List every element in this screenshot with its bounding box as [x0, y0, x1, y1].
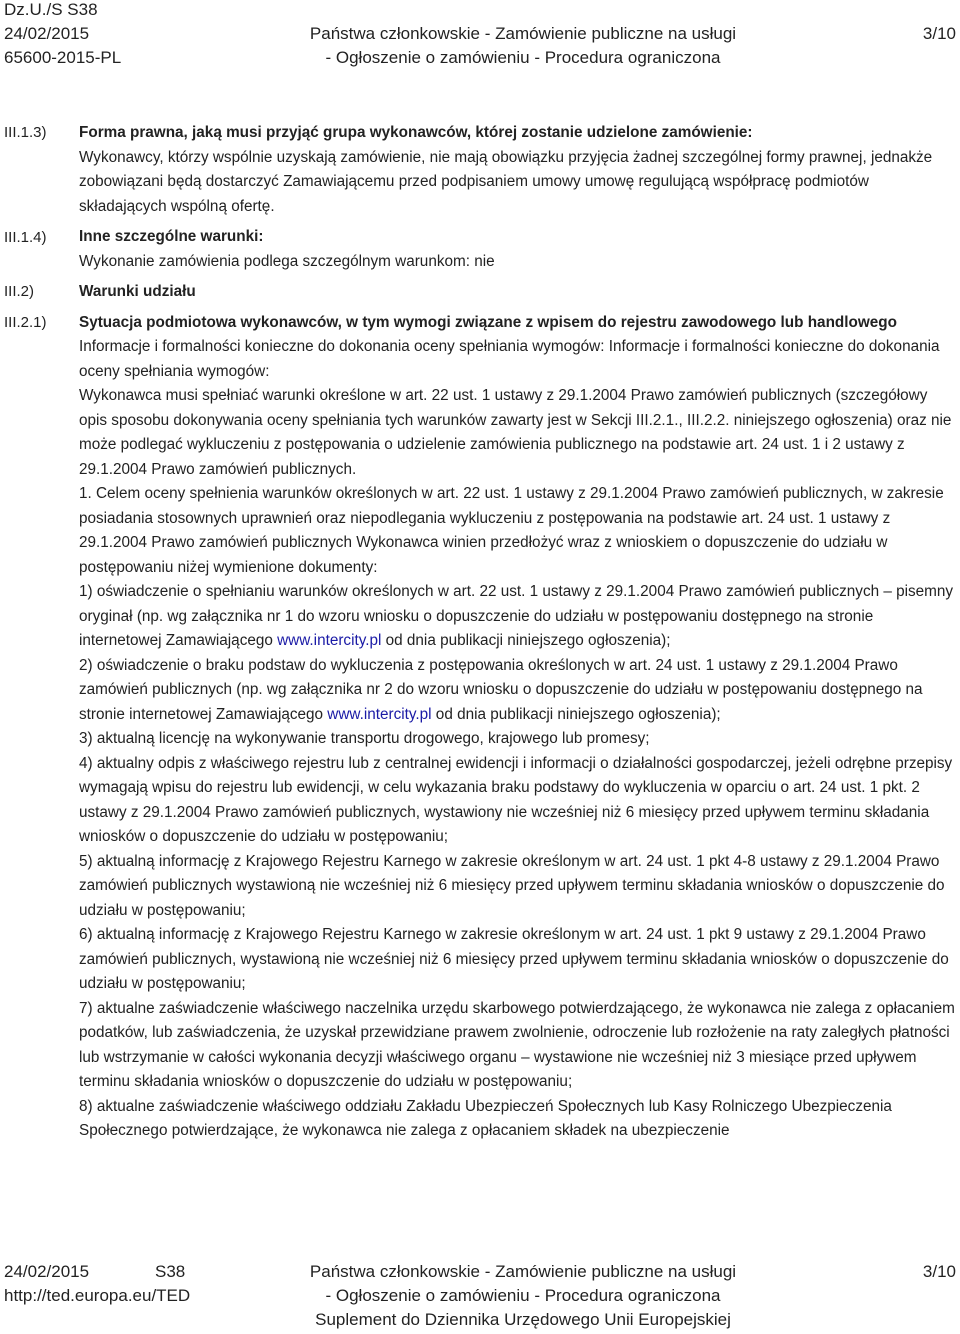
header-subtitle: - Ogłoszenie o zamówieniu - Procedura ograniczona [325, 48, 721, 67]
personal-situation-heading: Sytuacja podmiotowa wykonawców, w tym wymogi związane z wpisem do rejestru zawodowego lub handlowego [79, 313, 897, 331]
special-conditions-text: Wykonanie zamówienia podlega szczególnym warunkom: nie [79, 252, 495, 270]
conditions-paragraph: Wykonawca musi spełniać warunki określone w art. 22 ust. 1 ustawy z 29.1.2004 Prawo zamówień publicznych (szczegółowy opis sposobu dokonywania oceny spełniania tych warunków zawarty jest w Sekcji III.2.1., III.2.2. niniejszego ogłoszenia) oraz nie może podlegać wykluczeniu z postępowania o udzielenie zamówienia publicznego na podstawie art. 24 ust. 1 i 2 ustawy z 29.1.2004 Prawo zamówień publicznych. [79, 387, 952, 478]
notice-number: 65600-2015-PL [4, 48, 122, 67]
intercity-link[interactable]: www.intercity.pl [277, 632, 382, 649]
document-item-4: 4) aktualny odpis z właściwego rejestru lub z centralnej ewidencji i informacji o działalności gospodarczej, jeżeli odrębne przepisy wymagają wpisu do rejestru lub ewidencji, w celu wykazania braku podstawy do wykluczenia w oparciu o art. 24 ust. 1 pkt. 2 ustawy z 29.1.2004 Prawo zamówień publicznych, wystawiony nie wcześniej niż 6 miesięcy przed upływem terminu składania wniosków o dopuszczenie do udziału w postępowaniu; [79, 754, 953, 845]
documents-intro: 1. Celem oceny spełnienia warunków określonych w art. 22 ust. 1 ustawy z 29.1.2004 Prawo zamówień publicznych, w zakresie posiadania stosownych uprawnień oraz niepodlegania wykluczeniu z postępowania na podstawie art. 24 ust. 1 ustawy z 29.1.2004 Prawo zamówień publicznych Wykonawca winien przedłożyć wraz z wnioskiem o dopuszczenie do udziału w postępowaniu niżej wymienione dokumenty: [79, 485, 944, 576]
info-formalities-text: Informacje i formalności konieczne do dokonania oceny spełniania wymogów: Informacje i formalności konieczne do dokonania oceny spełniania wymogów: [79, 338, 940, 380]
footer-title: Państwa członkowskie - Zamówienie publiczne na usługi [309, 1262, 737, 1281]
page-number: 3/10 [922, 24, 956, 43]
page-footer [0, 1262, 960, 1334]
section-number: III.1.4) [4, 229, 47, 246]
legal-form-heading: Forma prawna, jaką musi przyjąć grupa wykonawców, której zostanie udzielone zamówienie: [79, 124, 753, 141]
document-item-6: 6) aktualną informację z Krajowego Rejestru Karnego w zakresie określonym w art. 24 ust. 1 pkt 9 ustawy z 29.1.2004 Prawo zamówień publicznych, wystawioną nie wcześniej niż 6 miesięcy przed upływem terminu składania wniosków o dopuszczenie do udziału w postępowaniu; [79, 926, 949, 992]
journal-ref: Dz.U./S S38 [4, 0, 98, 19]
document-item-5: 5) aktualną informację z Krajowego Rejestru Karnego w zakresie określonym w art. 24 ust. 1 pkt 4-8 ustawy z 29.1.2004 Prawo zamówień publicznych wystawioną nie wcześniej niż 6 miesięcy przed upływem terminu składania wniosków o dopuszczenie do udziału w postępowaniu; [79, 852, 945, 919]
notice-body [79, 121, 957, 1144]
legal-form-text: Wykonawcy, którzy wspólnie uzyskają zamówienie, nie mają obowiązku przyjęcia żadnej szczególnej formy prawnej, jednakże zobowiązani będą dostarczyć Zamawiającemu przed podpisaniem umowy umowę regulującą współpracę podmiotów składających wspólną ofertę. [79, 148, 933, 215]
header-title: Państwa członkowskie - Zamówienie publiczne na usługi [309, 24, 737, 43]
section-number: III.1.3) [4, 124, 47, 141]
document-item-2: 2) oświadczenie o braku podstaw do wykluczenia z postępowania określonych w art. 24 ust. 1 ustawy z 29.1.2004 Prawo zamówień publicznych (np. wg załącznika nr 2 do wzoru wniosku o dopuszczenie do udziału w postępowaniu dostępnego na stronie internetowej Zamawiającego www.intercity.pl od dnia publikacji niniejszego ogłoszenia); [79, 656, 923, 723]
footer-series: S38 [155, 1262, 186, 1281]
document-item-8: 8) aktualne zaświadczenie właściwego oddziału Zakładu Ubezpieczeń Społecznych lub Kasy Rolniczego Ubezpieczenia Społecznego potwierdzające, że wykonawca nie zalega z opłacaniem składek na ubezpieczenie [79, 1097, 892, 1139]
footer-date: 24/02/2015 [4, 1262, 90, 1281]
special-conditions-heading: Inne szczególne warunki: [79, 228, 264, 245]
section-number: III.2) [4, 283, 35, 300]
footer-supplement: Suplement do Dziennika Urzędowego Unii Europejskiej [315, 1310, 731, 1329]
intercity-link[interactable]: www.intercity.pl [327, 705, 432, 723]
ted-url[interactable]: http://ted.europa.eu/TED [4, 1286, 191, 1305]
document-item-3: 3) aktualną licencję na wykonywanie transportu drogowego, krajowego lub promesy; [79, 730, 650, 747]
document-item-1: 1) oświadczenie o spełnianiu warunków określonych w art. 22 ust. 1 ustawy z 29.1.2004 Prawo zamówień publicznych – pisemny oryginał (np. wg załącznika nr 1 do wzoru wniosku o dopuszczenie do udziału w postępowaniu dostępnego na stronie internetowej Zamawiającego www.intercity.pl od dnia publikacji niniejszego ogłoszenia); [79, 583, 954, 649]
participation-heading: Warunki udziału [79, 283, 196, 300]
document-item-7: 7) aktualne zaświadczenie właściwego naczelnika urzędu skarbowego potwierdzającego, że wykonawca nie zalega z opłacaniem podatków, lub zaświadczenia, że uzyskał przewidziane prawem zwolnienie, odroczenie lub rozłożenie na raty zaległych płatności lub wstrzymanie w całości wykonania decyzji właściwego organu – wystawione nie wcześniej niż 3 miesiące przed upływem terminu składania wniosków o dopuszczenie do udziału w postępowaniu; [79, 999, 955, 1090]
page-header [0, 0, 960, 72]
header-date: 24/02/2015 [4, 24, 90, 43]
section-number: III.2.1) [4, 314, 47, 331]
footer-subtitle: - Ogłoszenie o zamówieniu - Procedura ograniczona [325, 1286, 721, 1305]
footer-page-number: 3/10 [922, 1262, 956, 1281]
